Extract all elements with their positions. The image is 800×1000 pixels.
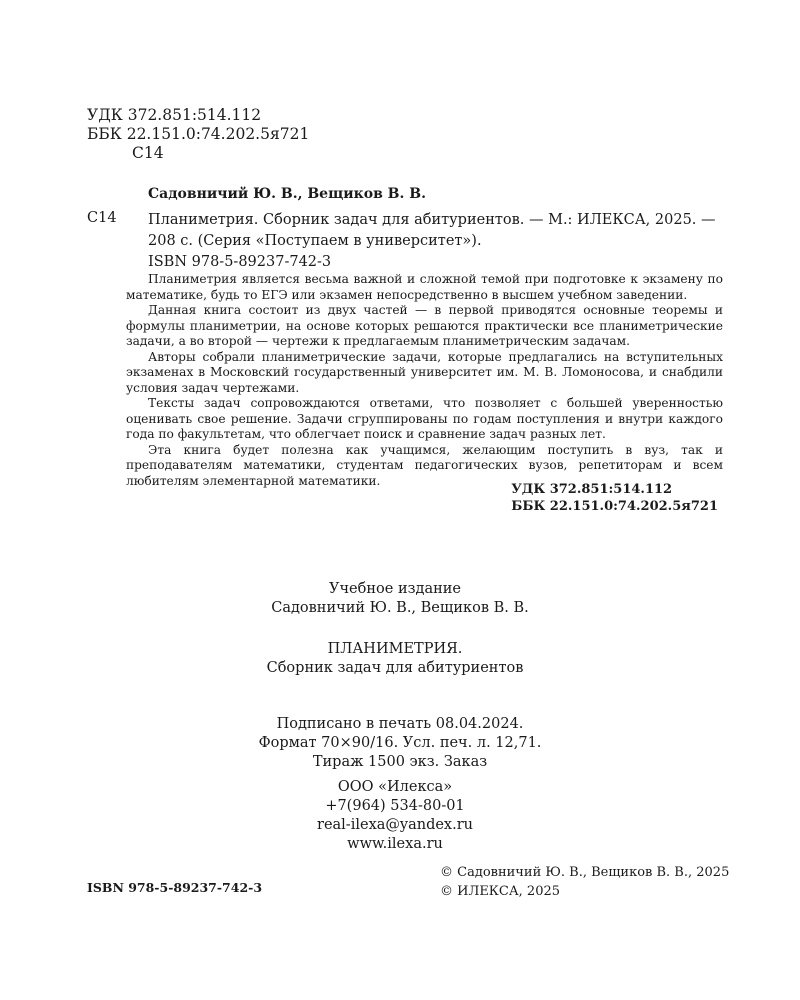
imprint-subtitle: Сборник задач для абитуриентов xyxy=(266,660,524,676)
annotation-paragraph: Эта книга будет полезна как учащимся, желающим поступить в вуз, так и преподавателям математики, студентам педагогических вузов, репетиторам и всем любителям элементарной математики. xyxy=(126,442,723,488)
bibliographic-entry xyxy=(148,210,718,273)
annotation-udk: УДК 372.851:514.112 xyxy=(511,482,673,497)
print-format: Формат 70×90/16. Усл. печ. л. 12,71. xyxy=(258,735,542,751)
entry-author-mark: С14 xyxy=(87,210,117,226)
udk-code: УДК 372.851:514.112 xyxy=(87,106,262,124)
annotation xyxy=(126,272,723,489)
imprint-authors: Садовничий Ю. В., Вещиков В. В. xyxy=(271,600,529,616)
annotation-paragraph: Тексты задач сопровождаются ответами, что позволяет с большей уверенностью оценивать свое решение. Задачи сгруппированы по годам поступления и внутри каждого года по факультетам, что облегчает поиск и сравнение задач разных лет. xyxy=(126,396,723,441)
copyright-authors: © Садовничий Ю. В., Вещиков В. В., 2025 xyxy=(440,865,730,880)
imprint-title: ПЛАНИМЕТРИЯ. xyxy=(327,641,463,657)
imprint-title-block xyxy=(0,640,795,678)
annotation-paragraph: Данная книга состоит из двух частей — в первой приводятся основные теоремы и формулы планиметрии, на основе которых решаются практически все планиметрические задачи, а во второй — чертежи к предлагаемым планиметрическим задачам. xyxy=(126,303,723,348)
publisher-details xyxy=(0,778,795,854)
signed-for-print: Подписано в печать 08.04.2024. xyxy=(276,716,524,732)
print-details xyxy=(0,715,800,772)
author-mark: С14 xyxy=(132,144,164,162)
circulation: Тираж 1500 экз. Заказ xyxy=(312,754,488,770)
entry-pages-line: 208 с. (Серия «Поступаем в университет»). xyxy=(148,233,482,249)
annotation-paragraph: Планиметрия является весьма важной и сложной темой при подготовке к экзамену по математике, будь то ЕГЭ или экзамен непосредственно в высшем учебном заведении. xyxy=(126,272,723,302)
copyright-publisher: © ИЛЕКСА, 2025 xyxy=(440,884,561,899)
entry-isbn: ISBN 978-5-89237-742-3 xyxy=(148,254,332,270)
publisher-name: ООО «Илекса» xyxy=(337,779,453,795)
edition-type: Учебное издание xyxy=(328,581,461,597)
copyright-block xyxy=(440,863,729,901)
annotation-paragraph: Авторы собрали планиметрические задачи, которые предлагались на вступительных экзаменах в Московский государственный университет им. М. В. Ломоносова, и снабдили условия задач чертежами. xyxy=(126,349,723,395)
bbk-code: ББК 22.151.0:74.202.5я721 xyxy=(87,125,310,143)
publisher-website: www.ilexa.ru xyxy=(347,836,443,852)
footer-isbn: ISBN 978-5-89237-742-3 xyxy=(87,880,263,895)
classification-codes xyxy=(87,106,309,163)
publisher-email: real-ilexa@yandex.ru xyxy=(317,817,473,833)
entry-authors: Садовничий Ю. В., Вещиков В. В. xyxy=(148,186,426,202)
entry-title-line: Планиметрия. Сборник задач для абитуриентов. — М.: ИЛЕКСА, 2025. — xyxy=(148,212,716,228)
annotation-bbk: ББК 22.151.0:74.202.5я721 xyxy=(511,499,718,514)
annotation-codes xyxy=(511,481,718,515)
publisher-phone: +7(964) 534-80-01 xyxy=(325,798,465,814)
